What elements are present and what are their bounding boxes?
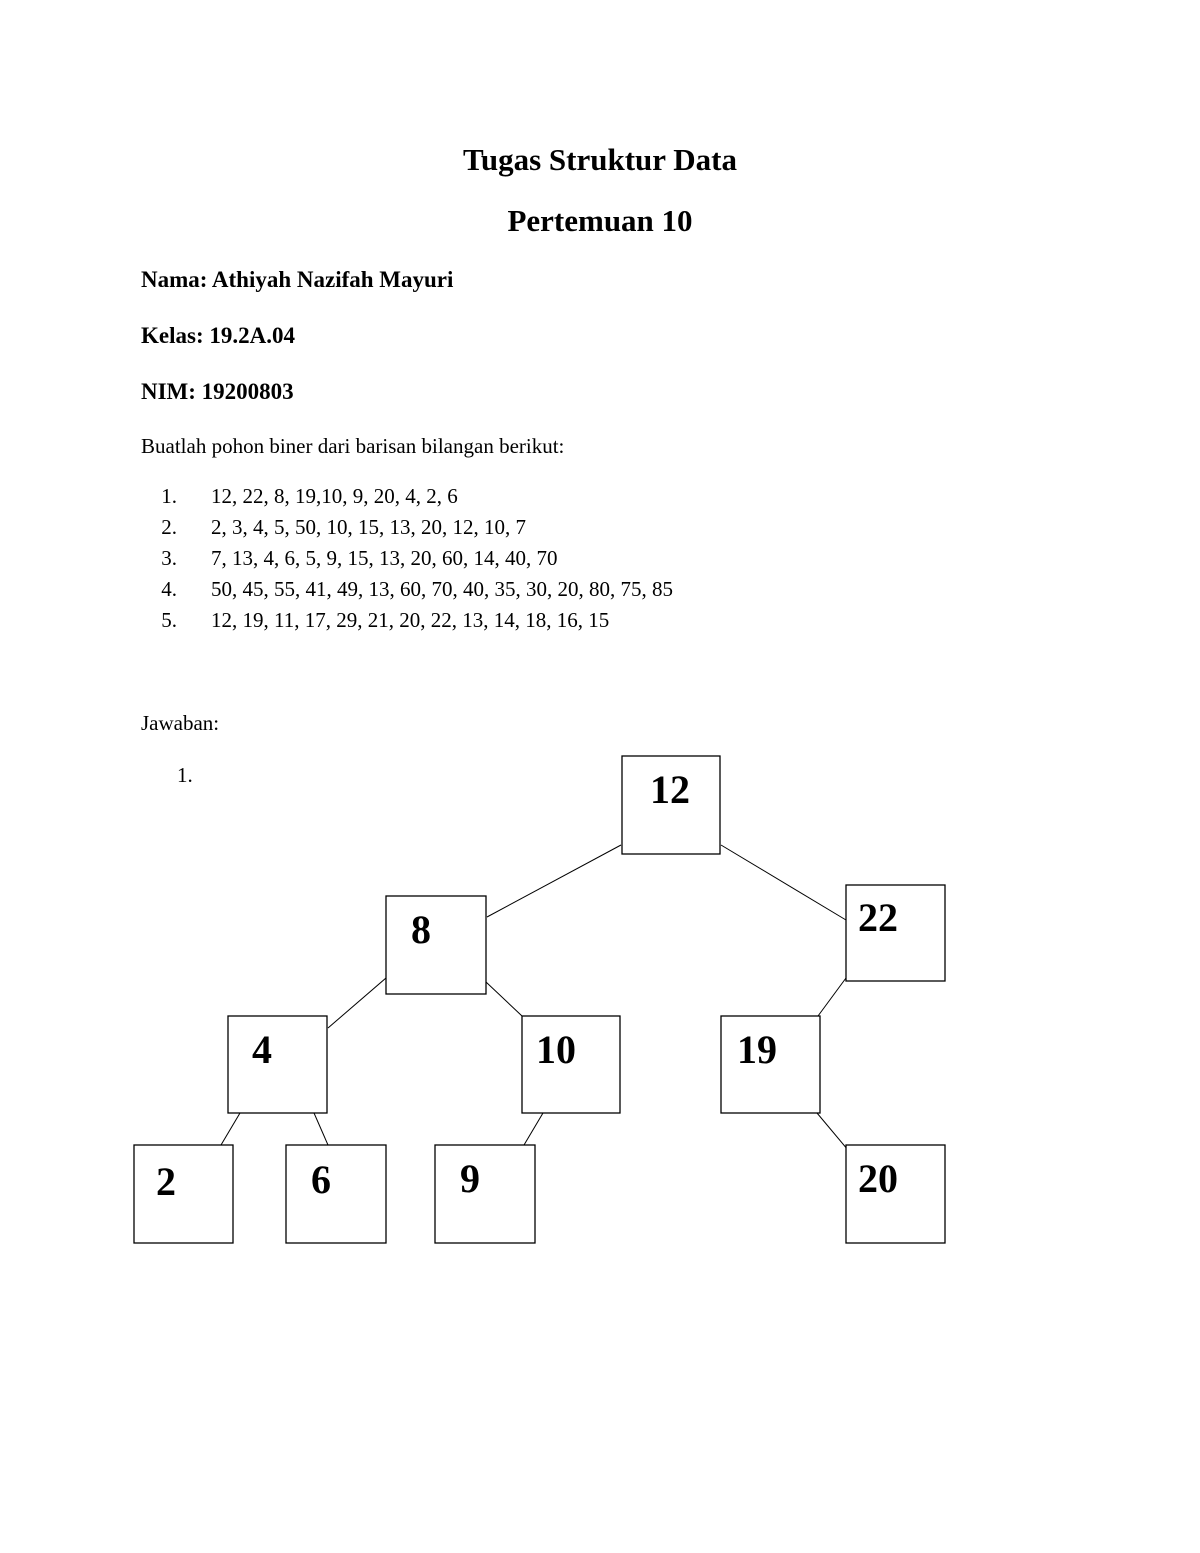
answer-label: Jawaban: bbox=[141, 711, 220, 735]
question-number: 2. bbox=[161, 515, 177, 539]
tree-node-label: 6 bbox=[311, 1157, 331, 1202]
tree-node-box bbox=[286, 1145, 386, 1243]
tree-node-label: 4 bbox=[252, 1027, 272, 1072]
question-sequence: 12, 22, 8, 19,10, 9, 20, 4, 2, 6 bbox=[211, 484, 458, 508]
tree-node-label: 19 bbox=[737, 1027, 777, 1072]
tree-node-label: 9 bbox=[460, 1156, 480, 1201]
student-class: Kelas: 19.2A.04 bbox=[141, 323, 295, 348]
question-sequence: 7, 13, 4, 6, 5, 9, 15, 13, 20, 60, 14, 40, 70 bbox=[211, 546, 558, 570]
tree-node-label: 12 bbox=[650, 767, 690, 812]
tree-edge-4-2 bbox=[221, 1113, 240, 1145]
tree-node-box bbox=[386, 896, 486, 994]
tree-node-label: 8 bbox=[411, 907, 431, 952]
tree-edge-10-9 bbox=[524, 1113, 543, 1145]
student-name: Nama: Athiyah Nazifah Mayuri bbox=[141, 267, 454, 292]
tree-edge-12-8 bbox=[487, 845, 621, 917]
tree-node-label: 22 bbox=[858, 895, 898, 940]
tree-node-22 bbox=[846, 885, 945, 981]
tree-edge-22-19 bbox=[818, 978, 846, 1016]
tree-node-4 bbox=[228, 1016, 327, 1113]
tree-node-8 bbox=[386, 896, 486, 994]
tree-edge-4-6 bbox=[314, 1113, 328, 1145]
tree-edge-8-4 bbox=[328, 978, 386, 1028]
tree-node-6 bbox=[286, 1145, 386, 1243]
tree-node-19 bbox=[721, 1016, 820, 1113]
tree-edge-19-20 bbox=[817, 1113, 848, 1150]
tree-node-label: 10 bbox=[536, 1027, 576, 1072]
tree-node-9 bbox=[435, 1145, 535, 1243]
instruction-text: Buatlah pohon biner dari barisan bilangan berikut: bbox=[141, 434, 565, 458]
tree-edge-8-10 bbox=[486, 982, 522, 1016]
question-sequence: 50, 45, 55, 41, 49, 13, 60, 70, 40, 35, 30, 20, 80, 75, 85 bbox=[211, 577, 673, 601]
question-number: 1. bbox=[161, 484, 177, 508]
tree-node-label: 20 bbox=[858, 1156, 898, 1201]
tree-node-2 bbox=[134, 1145, 233, 1243]
tree-node-box bbox=[134, 1145, 233, 1243]
tree-node-12 bbox=[622, 756, 720, 854]
question-sequence: 2, 3, 4, 5, 50, 10, 15, 13, 20, 12, 10, 7 bbox=[211, 515, 526, 539]
question-number: 5. bbox=[161, 608, 177, 632]
tree-node-10 bbox=[522, 1016, 620, 1113]
tree-node-label: 2 bbox=[156, 1159, 176, 1204]
answer-number: 1. bbox=[177, 763, 193, 787]
question-sequence: 12, 19, 11, 17, 29, 21, 20, 22, 13, 14, 18, 16, 15 bbox=[211, 608, 610, 632]
tree-node-20 bbox=[846, 1145, 945, 1243]
tree-node-box bbox=[228, 1016, 327, 1113]
document-title: Tugas Struktur Data bbox=[463, 142, 737, 177]
tree-node-box bbox=[435, 1145, 535, 1243]
student-nim: NIM: 19200803 bbox=[141, 379, 294, 404]
question-number: 4. bbox=[161, 577, 177, 601]
tree-edge-12-22 bbox=[721, 845, 846, 920]
document-subtitle: Pertemuan 10 bbox=[507, 203, 693, 238]
question-number: 3. bbox=[161, 546, 177, 570]
